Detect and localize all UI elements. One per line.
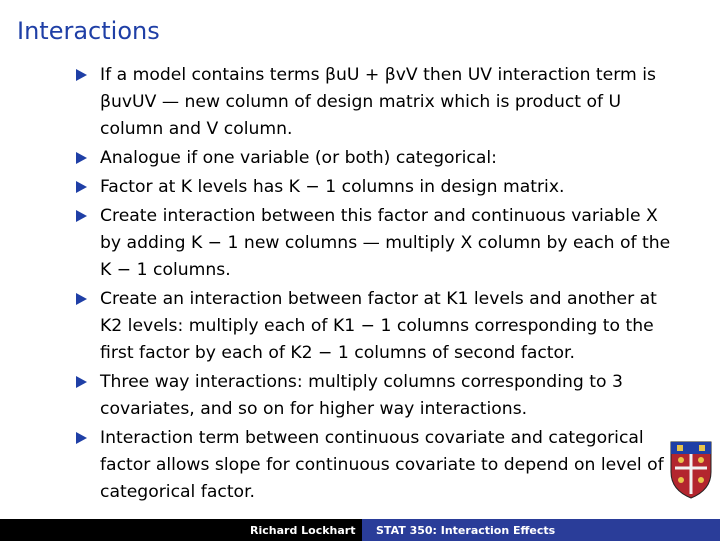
triangle-bullet-icon [76, 69, 87, 81]
bullet-text: Three way interactions: multiply columns corresponding to 3 covariates, and so on for higher way interactions. [100, 372, 623, 419]
footer-talk-title: STAT 350: Interaction Effects [376, 524, 556, 537]
bullet-item [76, 174, 676, 201]
triangle-bullet-icon [76, 210, 87, 222]
bullet-text: Analogue if one variable (or both) categorical: [100, 148, 497, 168]
bullet-text: If a model contains terms βuU + βvV then UV interaction term is βuvUV — new column of design matrix which is product of U column and V column. [100, 65, 656, 139]
triangle-bullet-icon [76, 152, 87, 164]
bullet-item [76, 145, 676, 172]
bullet-text: Interaction term between continuous covariate and categorical factor allows slope for continuous covariate to depend on level of categorical factor. [100, 428, 664, 502]
bullet-item [76, 203, 676, 284]
bullet-text: Create an interaction between factor at K1 levels and another at K2 levels: multiply each of K1 − 1 columns corresponding to the first factor by each of K2 − 1 columns of second factor. [100, 289, 657, 363]
bullet-item [76, 425, 676, 506]
triangle-bullet-icon [76, 293, 87, 305]
bullet-text: Factor at K levels has K − 1 columns in design matrix. [100, 177, 565, 197]
bullet-text: Create interaction between this factor and continuous variable X by adding K − 1 new columns — multiply X column by each of the K − 1 columns. [100, 206, 671, 280]
footer-author: Richard Lockhart [250, 524, 356, 537]
bullet-item [76, 369, 676, 423]
footer-talk-panel [362, 519, 720, 541]
triangle-bullet-icon [76, 432, 87, 444]
bullet-item [76, 62, 676, 143]
bullet-list [76, 62, 676, 508]
slide-title: Interactions [17, 17, 160, 45]
footer-bar [0, 519, 720, 541]
triangle-bullet-icon [76, 181, 87, 193]
university-crest-icon [667, 438, 715, 500]
triangle-bullet-icon [76, 376, 87, 388]
bullet-item [76, 286, 676, 367]
